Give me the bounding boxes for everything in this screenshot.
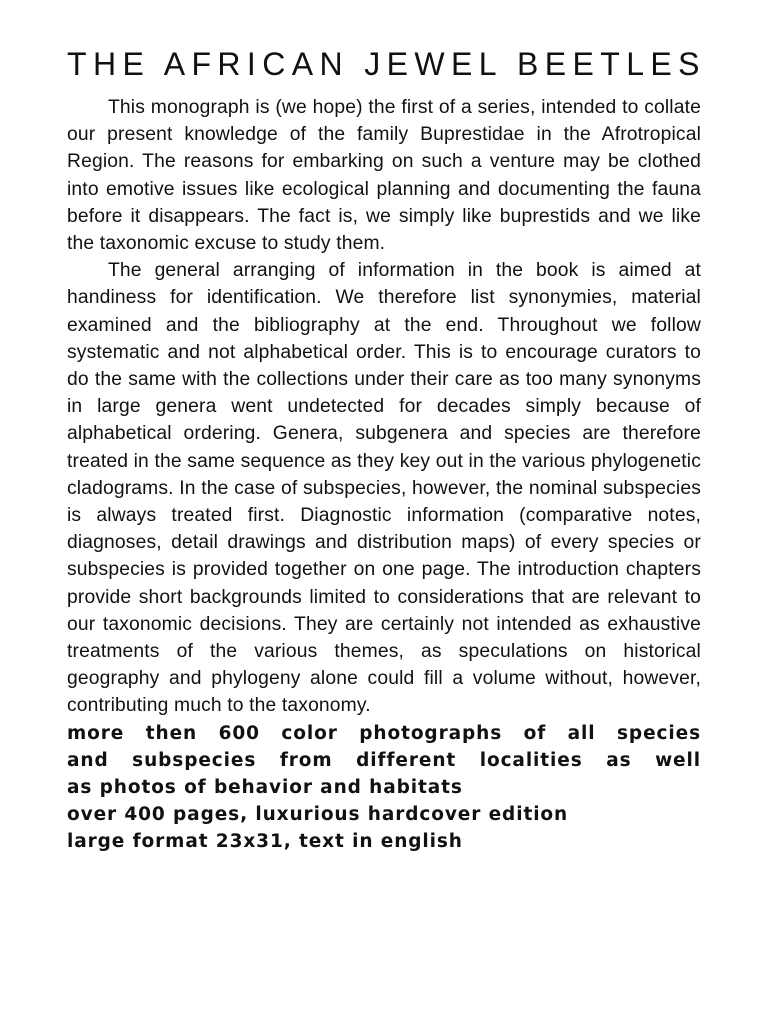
feature-line: and subspecies from different localities as well: [67, 749, 701, 771]
intro-paragraph: This monograph is (we hope) the first of a series, intended to collate our present knowledge of the family Buprestidae in the Afrotropical Region. The reasons for embarking on such a venture may be clothed into emotive issues like ecological planning and documenting the fauna before it disappears. The fact is, we simply like buprestids and we like the taxonomic excuse to study them.: [67, 97, 701, 255]
feature-line: as photos of behavior and habitats: [67, 777, 463, 799]
feature-list: [67, 720, 701, 856]
document-page: [67, 40, 706, 856]
feature-line: large format 23x31, text in english: [67, 831, 463, 853]
feature-line: over 400 pages, luxurious hardcover edition: [67, 804, 569, 826]
feature-line: more then 600 color photographs of all species: [67, 722, 701, 744]
page-title: THE AFRICAN JEWEL BEETLES: [67, 46, 706, 82]
arrangement-paragraph: The general arranging of information in the book is aimed at handiness for identification. We therefore list synonymies, material examined and the bibliography at the end. Throughout we follow systematic and not alphabetical order. This is to encourage curators to do the same with the collections under their care as too many synonyms in large genera went undetected for decades simply because of alphabetical ordering. Genera, subgenera and species are therefore treated in the same sequence as they key out in the various phylogenetic cladograms. In the case of subspecies, however, the nominal subspecies is always treated first. Diagnostic information (comparative notes, diagnoses, detail drawings and distribution maps) of every species or subspecies is provided together on one page. The introduction chapters provide short backgrounds limited to considerations that are relevant to our taxonomic decisions. They are certainly not intended as exhaustive treatments of the various themes, as speculations on historical geography and phylogeny alone could fill a volume without, however, contributing much to the taxonomy.: [67, 260, 701, 717]
